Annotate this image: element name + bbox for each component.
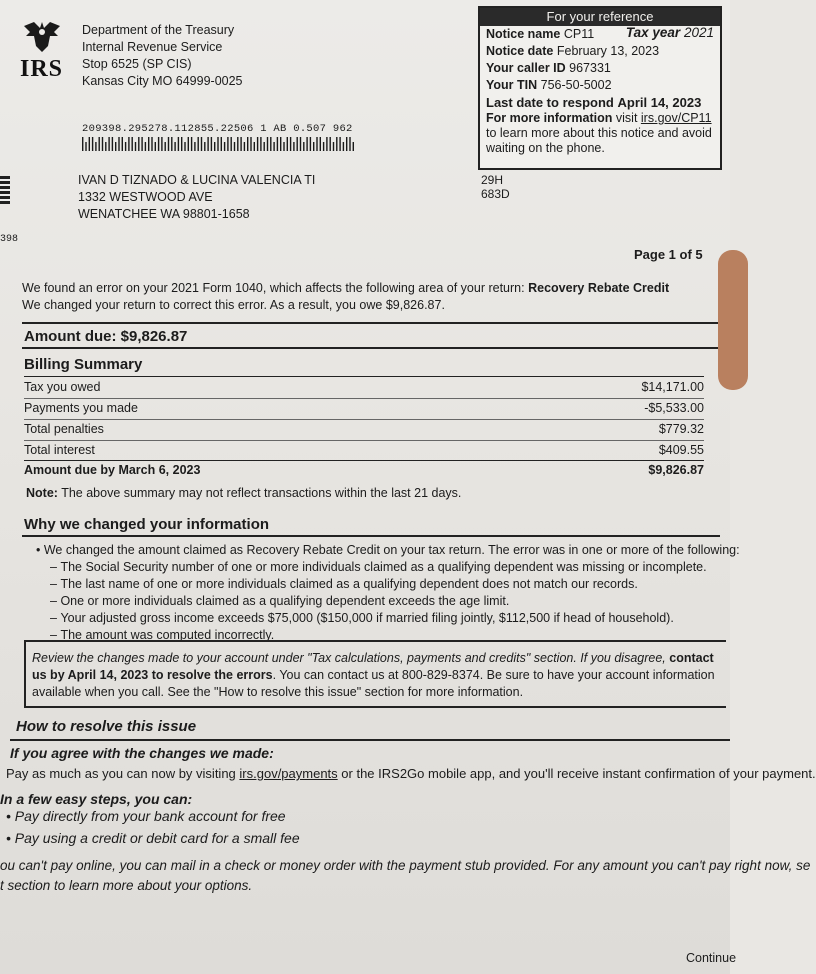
barcode-bar [339, 137, 340, 151]
steps-title: In a few easy steps, you can: [0, 791, 193, 807]
billing-row [24, 378, 704, 397]
billing-row [24, 399, 704, 418]
mail-payment-text [0, 856, 811, 896]
cp11-link[interactable]: irs.gov/CP11 [640, 111, 712, 125]
mail-line: t section to learn more about your options. [0, 878, 253, 893]
review-contact: contact us by April 14, 2023 to resolve the errors [32, 651, 714, 682]
notice-date-value: February 13, 2023 [556, 44, 660, 58]
barcode-bar [353, 142, 354, 151]
billing-row-value: $409.55 [658, 443, 704, 457]
why-item: – One or more individuals claimed as a qualifying dependent exceeds the age limit. [50, 594, 510, 608]
barcode-bar [336, 137, 337, 151]
barcode-bar [343, 142, 344, 151]
barcode-bar [323, 142, 324, 151]
step-item: • Pay using a credit or debit card for a small fee [6, 830, 300, 846]
barcode-bar [254, 142, 255, 151]
why-item: – Your adjusted gross income exceeds $75,000 ($150,000 if married filing jointly, $112,500 if head of household). [50, 611, 674, 625]
barcode-bar [125, 142, 126, 151]
barcode-bar [290, 137, 291, 151]
barcode-bar [151, 137, 152, 151]
barcode-bar [224, 142, 225, 151]
side-code-mark [0, 176, 10, 204]
barcode-bar [313, 142, 314, 151]
affected-area: Recovery Rebate Credit [528, 281, 670, 295]
irs-wordmark: IRS [20, 56, 64, 82]
review-post: . You can contact us at 800-829-8374. Be sure to have your account information available when you call. See the "How to resolve this issue" section for more information. [32, 668, 715, 699]
barcode-bar [201, 137, 202, 151]
barcode-bar [250, 137, 251, 151]
summary-note [26, 486, 461, 500]
respond-line [480, 94, 720, 111]
barcode-bar [161, 137, 162, 151]
barcode-bar [108, 137, 109, 151]
agree-title: If you agree with the changes we made: [10, 745, 274, 761]
step-text: Pay directly from your bank account for free [14, 808, 286, 824]
barcode-bar [227, 137, 228, 151]
why-changed-list [36, 542, 740, 644]
barcode-bar [204, 142, 205, 151]
why-item-text: One or more individuals claimed as a qualifying dependent exceeds the age limit. [60, 594, 510, 608]
barcode-bar [174, 142, 175, 151]
barcode-bar [267, 137, 268, 151]
billing-row [24, 441, 704, 460]
billing-row-label: Payments you made [24, 401, 138, 415]
barcode-bar [85, 142, 86, 151]
more-info-pre: visit [615, 111, 638, 125]
barcode-bar [165, 142, 166, 151]
barcode-bar [221, 137, 222, 151]
barcode-bar [95, 142, 96, 151]
barcode-bar [303, 142, 304, 151]
addressee-city: WENATCHEE WA 98801-1658 [78, 207, 250, 221]
routing-codes [481, 173, 510, 201]
barcode-bar [277, 137, 278, 151]
sender-line: Department of the Treasury [82, 23, 235, 37]
sender-line: Internal Revenue Service [82, 40, 223, 54]
postal-barcode [82, 137, 357, 151]
why-item-text: Your adjusted gross income exceeds $75,000 ($150,000 if married filing jointly, $112,500 if head of household). [60, 611, 674, 625]
billing-row-label: Total interest [24, 443, 95, 457]
barcode-bar [211, 137, 212, 151]
barcode-bar [135, 142, 136, 151]
routing-code: 683D [481, 187, 510, 201]
continued-label: Continue [686, 951, 737, 965]
barcode-bar [293, 142, 294, 151]
divider [10, 739, 730, 741]
tin-label: Your TIN [486, 78, 538, 92]
barcode-bar [155, 142, 156, 151]
barcode-bar [188, 137, 189, 151]
barcode-bar [191, 137, 192, 151]
caller-id-label: Your caller ID [486, 61, 566, 75]
thumb [718, 250, 748, 390]
billing-summary-title: Billing Summary [24, 356, 143, 373]
barcode-bar [326, 137, 327, 151]
sender-line: Kansas City MO 64999-0025 [82, 74, 243, 88]
addressee-block [78, 172, 315, 223]
why-bullet: • We changed the amount claimed as Recovery Rebate Credit on your tax return. The error was in one or more of the following: [36, 543, 740, 557]
tin-value: 756-50-5002 [540, 78, 612, 92]
barcode-bar [244, 142, 245, 151]
agree-pre: Pay as much as you can now by visiting [6, 766, 236, 781]
more-info-note [480, 111, 720, 156]
mail-line: ou can't pay online, you can mail in a check or money order with the payment stub provided. For any amount you can't pay right now, se [0, 858, 811, 873]
barcode-bar [316, 137, 317, 151]
barcode-bar [260, 137, 261, 151]
barcode-bar [264, 142, 265, 151]
more-info-post: to learn more about this notice and avoid waiting on the phone. [486, 126, 712, 155]
respond-date: April 14, 2023 [617, 95, 702, 110]
barcode-bar [99, 137, 100, 151]
intro-text [22, 280, 722, 314]
billing-total-label: Amount due by March 6, 2023 [24, 463, 201, 477]
intro-line-1 [22, 280, 722, 297]
billing-total-value: $9,826.87 [648, 463, 704, 477]
notice-name-label: Notice name [486, 27, 561, 41]
barcode-bar [148, 137, 149, 151]
review-callout-text [32, 650, 722, 701]
divider [22, 347, 720, 349]
caller-id-line [480, 60, 720, 77]
barcode-bar [145, 142, 146, 151]
barcode-bar [184, 142, 185, 151]
more-info-label: For more information [486, 111, 613, 125]
barcode-bar [306, 137, 307, 151]
billing-row-label: Tax you owed [24, 380, 101, 394]
barcode-bar [178, 137, 179, 151]
why-item: – The last name of one or more individuals claimed as a qualifying dependent does not match our records. [50, 577, 638, 591]
barcode-bar [240, 137, 241, 151]
barcode-bar [273, 142, 274, 151]
barcode-bar [330, 137, 331, 151]
step-text: Pay using a credit or debit card for a small fee [14, 830, 300, 846]
note-text: The above summary may not reflect transactions within the last 21 days. [61, 486, 462, 500]
barcode-bar [257, 137, 258, 151]
reference-box [478, 6, 722, 170]
caller-id-value: 967331 [569, 61, 611, 75]
barcode-bar [247, 137, 248, 151]
eagle-icon [20, 18, 64, 54]
barcode-bar [102, 137, 103, 151]
intro-line-1-text: We found an error on your 2021 Form 1040, which affects the following area of your return: [22, 281, 525, 295]
notice-date-label: Notice date [486, 44, 554, 58]
billing-row-value: $779.32 [658, 422, 704, 436]
barcode-bar [214, 142, 215, 151]
resolve-title: How to resolve this issue [16, 718, 197, 735]
barcode-bar [92, 137, 93, 151]
tin-line [480, 77, 720, 94]
barcode-bar [310, 137, 311, 151]
tax-year-value: 2021 [683, 25, 714, 40]
agree-post: or the IRS2Go mobile app, and you'll receive instant confirmation of your payment. [341, 766, 816, 781]
reference-header: For your reference [480, 8, 720, 26]
why-item-text: The Social Security number of one or more individuals claimed as a qualifying dependent was missing or incomplete. [60, 560, 707, 574]
intro-line-2: We changed your return to correct this error. As a result, you owe $9,826.87. [22, 298, 445, 312]
barcode-bar [138, 137, 139, 151]
barcode-bar [168, 137, 169, 151]
side-number: 398 [0, 234, 19, 245]
barcode-bar [283, 142, 284, 151]
barcode-bar [333, 142, 334, 151]
billing-row-value: -$5,533.00 [644, 401, 704, 415]
why-changed-title: Why we changed your information [24, 516, 270, 533]
notice-name-line [480, 26, 720, 43]
barcode-bar [128, 137, 129, 151]
addressee-name: IVAN D TIZNADO & LUCINA VALENCIA TI [78, 173, 316, 187]
review-pre: Review the changes made to your account under "Tax calculations, payments and credits" section. If you disagree, [32, 651, 666, 665]
payments-link[interactable]: irs.gov/payments [239, 766, 338, 781]
barcode-bar [82, 137, 83, 151]
sender-address [82, 22, 243, 90]
respond-label: Last date to respond [486, 95, 614, 110]
addressee-street: 1332 WESTWOOD AVE [78, 190, 213, 204]
barcode-bar [118, 137, 119, 151]
note-label: Note: [26, 486, 58, 500]
barcode-bar [158, 137, 159, 151]
notice-date-line [480, 43, 720, 60]
tracking-number: 209398.295278.112855.22506 1 AB 0.507 962 [82, 123, 353, 135]
amount-due-title: Amount due: $9,826.87 [24, 328, 188, 345]
why-item-text: The last name of one or more individuals claimed as a qualifying dependent does not match our records. [60, 577, 638, 591]
barcode-bar [112, 137, 113, 151]
billing-row [24, 420, 704, 439]
barcode-bar [122, 137, 123, 151]
barcode-bar [207, 137, 208, 151]
tax-year-label: Tax year [625, 25, 681, 40]
barcode-bar [89, 137, 90, 151]
barcode-bar [181, 137, 182, 151]
barcode-bar [105, 142, 106, 151]
barcode-bar [132, 137, 133, 151]
agree-text [6, 766, 816, 781]
barcode-bar [217, 137, 218, 151]
irs-logo [20, 18, 72, 83]
divider [22, 322, 720, 324]
barcode-bar [231, 137, 232, 151]
barcode-bar [320, 137, 321, 151]
sender-line: Stop 6525 (SP CIS) [82, 57, 192, 71]
barcode-bar [300, 137, 301, 151]
why-item: – The Social Security number of one or more individuals claimed as a qualifying dependent was missing or incomplete. [50, 560, 707, 574]
barcode-bar [349, 137, 350, 151]
divider [22, 535, 720, 537]
why-item-text: The amount was computed incorrectly. [60, 628, 275, 642]
barcode-bar [171, 137, 172, 151]
divider [24, 376, 704, 377]
step-item: • Pay directly from your bank account for free [6, 808, 286, 824]
page-indicator: Page 1 of 5 [634, 247, 703, 262]
why-item: – The amount was computed incorrectly. [50, 628, 275, 642]
barcode-bar [237, 137, 238, 151]
barcode-bar [115, 142, 116, 151]
barcode-bar [297, 137, 298, 151]
barcode-bar [270, 137, 271, 151]
barcode-bar [234, 142, 235, 151]
barcode-bar [141, 137, 142, 151]
notice-name-value: CP11 [563, 27, 595, 41]
barcode-bar [194, 142, 195, 151]
barcode-bar [280, 137, 281, 151]
billing-row-value: $14,171.00 [641, 380, 704, 394]
billing-total-row [24, 461, 704, 480]
barcode-bar [198, 137, 199, 151]
why-bullet-text: We changed the amount claimed as Recovery Rebate Credit on your tax return. The error was in one or more of the following: [43, 543, 740, 557]
barcode-bar [346, 137, 347, 151]
barcode-bar [287, 137, 288, 151]
billing-row-label: Total penalties [24, 422, 104, 436]
tax-year [626, 24, 714, 41]
routing-code: 29H [481, 173, 504, 187]
